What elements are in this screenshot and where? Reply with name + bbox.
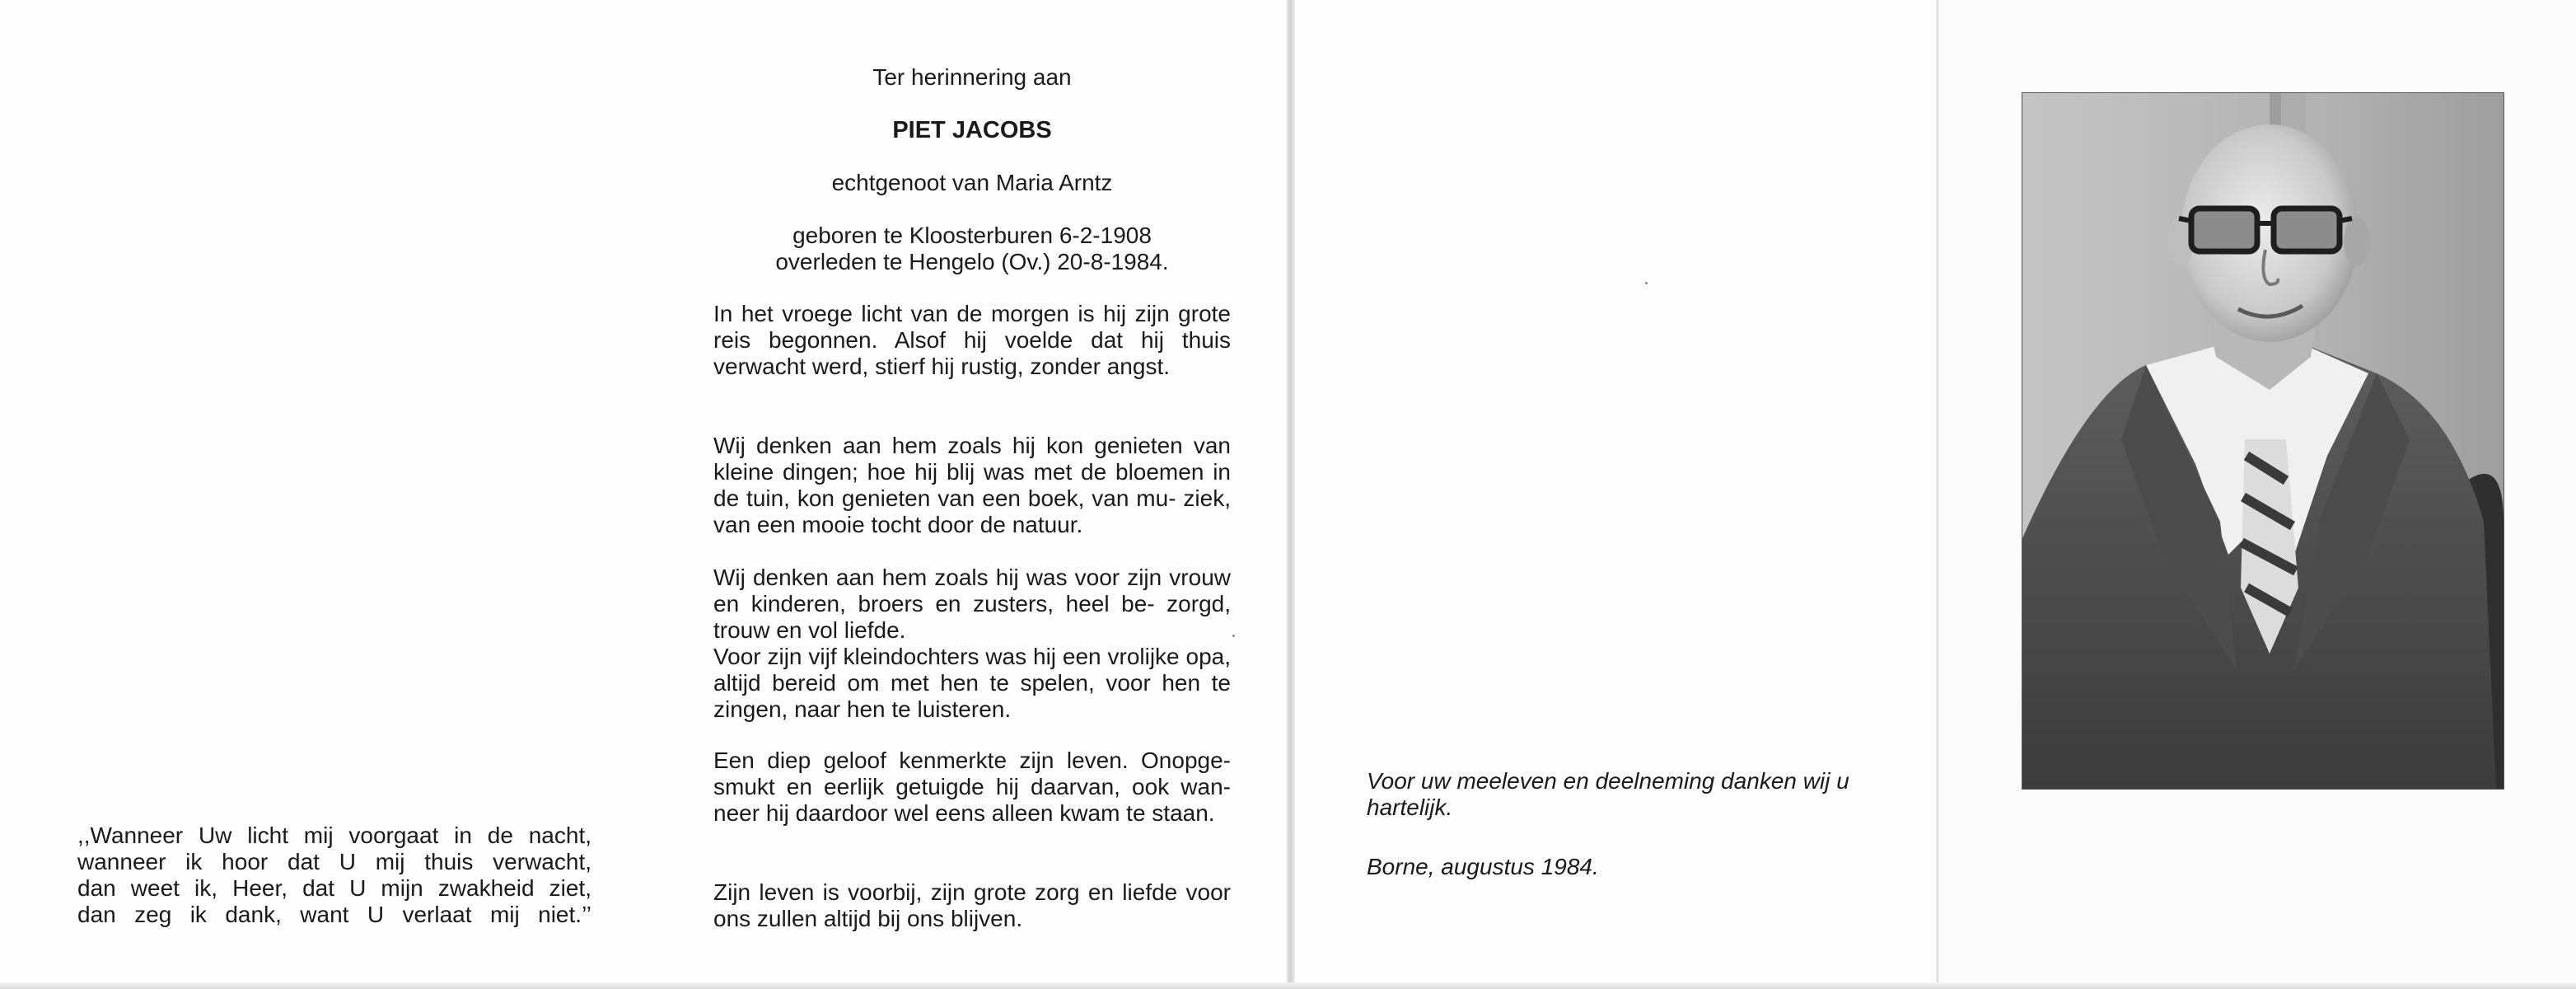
paper-speck bbox=[1232, 635, 1235, 637]
paper-speck bbox=[1645, 282, 1648, 284]
memorial-paragraph: Voor zijn vijf kleindochters was hij een vrolijke opa, altijd bereid om met hen te spelen, voor hen te zingen, naar hen te luisteren. bbox=[713, 644, 1231, 722]
poem-line: wanneer ik hoor dat U mij thuis verwacht, bbox=[77, 849, 591, 874]
memorial-paragraph: In het vroege licht van de morgen is hij zijn grote reis begonnen. Alsof hij voelde dat hij thuis verwacht werd, stierf hij rustig, zonder angst. bbox=[713, 301, 1231, 379]
poem-quote bbox=[77, 823, 591, 928]
born-line: geboren te Kloosterburen 6-2-1908 bbox=[792, 223, 1152, 248]
poem-line: dan zeg ik dank, want U verlaat mij niet.’’ bbox=[77, 902, 591, 927]
poem-line: dan weet ik, Heer, dat U mijn zwakheid ziet, bbox=[77, 875, 591, 901]
memorial-paragraph: Wij denken aan hem zoals hij kon genieten van kleine dingen; hoe hij blij was met de bloemen in de tuin, kon genieten van een boek, van mu- ziek, van een mooie tocht door de natuur. bbox=[713, 433, 1231, 537]
life-dates bbox=[708, 223, 1236, 275]
memorial-paragraph: Zijn leven is voorbij, zijn grote zorg en liefde voor ons zullen altijd bij ons blijven. bbox=[713, 879, 1231, 931]
header-intro: Ter herinnering aan bbox=[872, 64, 1072, 90]
died-line: overleden te Hengelo (Ov.) 20-8-1984. bbox=[775, 249, 1169, 274]
card-fold bbox=[1936, 0, 1939, 989]
thanks-place-date: Borne, augustus 1984. bbox=[1367, 854, 1599, 879]
memorial-paragraph: Een diep geloof kenmerkte zijn leven. Onopge- smukt en eerlijk getuigde hij daarvan, ook wan- neer hij daardoor wel eens alleen kwam te staan. bbox=[713, 748, 1231, 826]
memorial-paragraph: Wij denken aan hem zoals hij was voor zijn vrouw en kinderen, broers en zusters, heel be- zorgd, trouw en vol liefde. bbox=[713, 565, 1231, 643]
portrait-photo bbox=[2022, 92, 2504, 790]
spouse-line: echtgenoot van Maria Arntz bbox=[831, 170, 1113, 195]
deceased-name: PIET JACOBS bbox=[892, 117, 1052, 143]
thanks-text: Voor uw meeleven en deelneming danken wij u hartelijk. bbox=[1367, 768, 1849, 820]
portrait-illustration bbox=[2022, 93, 2504, 789]
card-thanks-panel bbox=[1295, 0, 1938, 989]
card-bottom-edge bbox=[0, 982, 2576, 989]
poem-line: ,,Wanneer Uw licht mij voorgaat in de nacht, bbox=[77, 823, 591, 848]
card-fold bbox=[1287, 0, 1295, 989]
